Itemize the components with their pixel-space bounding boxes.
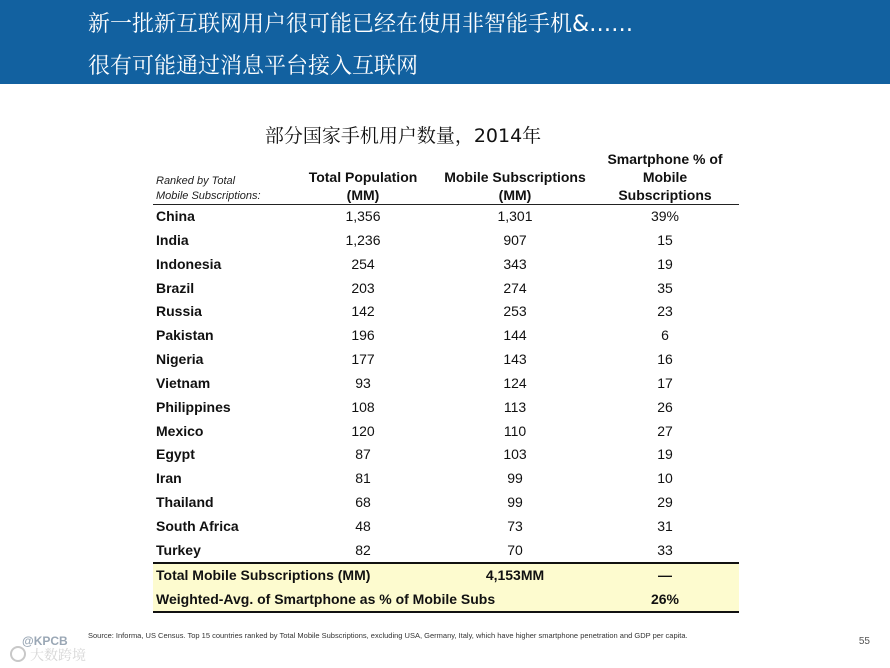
- table-row: [153, 420, 739, 444]
- smartphone-pct-cell: 19: [657, 255, 673, 272]
- totals-smartphone-pct: 26%: [650, 591, 680, 607]
- country-cell: Brazil: [156, 279, 195, 296]
- table-row: [153, 205, 739, 229]
- table-row: [153, 324, 739, 348]
- table-row: [153, 539, 739, 563]
- population-cell: 81: [355, 470, 371, 487]
- column-header-text: Mobile: [642, 169, 688, 185]
- subscriptions-cell: 110: [503, 422, 527, 439]
- population-cell: 177: [351, 351, 375, 368]
- slide-header: [0, 0, 890, 84]
- subscriptions-cell: 144: [503, 327, 527, 344]
- table-row: [153, 443, 739, 467]
- slide-title-line-2: 很有可能通过消息平台接入互联网: [88, 54, 419, 79]
- subscriptions-cell: 124: [503, 374, 527, 391]
- table-body: [153, 205, 739, 563]
- table-row: [153, 348, 739, 372]
- population-cell: 196: [351, 327, 375, 344]
- smartphone-pct-cell: 19: [657, 446, 673, 463]
- subscriptions-cell: 253: [503, 303, 527, 320]
- smartphone-pct-cell: 23: [657, 303, 673, 320]
- subscriptions-cell: 103: [503, 446, 527, 463]
- watermark-text-top: @KPCB: [22, 634, 68, 648]
- population-cell: 87: [355, 446, 371, 463]
- country-cell: Russia: [156, 303, 202, 320]
- table-row: [153, 253, 739, 277]
- watermark-logo: [8, 632, 128, 664]
- column-header-text: (MM): [498, 187, 532, 203]
- country-cell: Iran: [156, 470, 182, 487]
- table-row: [153, 491, 739, 515]
- country-cell: Turkey: [156, 541, 201, 558]
- table-row: [153, 396, 739, 420]
- population-cell: 1,236: [345, 231, 381, 248]
- column-header-text: (MM): [346, 187, 380, 203]
- totals-label: Weighted-Avg. of Smartphone as % of Mobile Subs: [156, 591, 496, 607]
- subscriptions-cell: 274: [503, 279, 527, 296]
- column-header-text: Subscriptions: [618, 187, 712, 203]
- totals-subscriptions: 4,153MM: [485, 567, 545, 583]
- smartphone-pct-cell: 39%: [650, 208, 680, 224]
- column-header-text: Total Population: [308, 169, 418, 185]
- column-header-subscriptions: [437, 168, 593, 204]
- subscriptions-cell: 99: [507, 494, 523, 511]
- country-cell: Pakistan: [156, 327, 214, 344]
- totals-smartphone-pct: —: [658, 567, 672, 583]
- column-header-smartphone-pct: [595, 150, 735, 204]
- totals-label: Total Mobile Subscriptions (MM): [156, 567, 371, 583]
- smartphone-pct-cell: 26: [657, 398, 673, 415]
- population-cell: 203: [351, 279, 375, 296]
- country-cell: China: [156, 208, 195, 224]
- table-row: [153, 300, 739, 324]
- smartphone-pct-cell: 6: [661, 327, 669, 344]
- smartphone-pct-cell: 15: [657, 231, 673, 248]
- population-cell: 93: [355, 374, 371, 391]
- table-row: [153, 229, 739, 253]
- subscriptions-cell: 343: [503, 255, 527, 272]
- population-cell: 108: [351, 398, 375, 415]
- smartphone-pct-cell: 35: [657, 279, 673, 296]
- country-cell: Mexico: [156, 422, 204, 439]
- column-header-text: Mobile Subscriptions: [444, 169, 586, 185]
- country-cell: Egypt: [156, 446, 195, 463]
- slide-title-line-1: 新一批新互联网用户很可能已经在使用非智能手机&……: [88, 12, 634, 37]
- smartphone-pct-cell: 16: [657, 351, 673, 368]
- table-title: 部分国家手机用户数量，2014年: [264, 125, 542, 147]
- table-row: [153, 515, 739, 539]
- subscriptions-cell: 907: [503, 231, 527, 248]
- source-note: Source: Informa, US Census. Top 15 countries ranked by Total Mobile Subscriptions, excluding USA, Germany, Italy, which have higher smartphone penetration and GDP per capita.: [88, 631, 688, 640]
- country-cell: South Africa: [156, 517, 239, 534]
- table-header: [153, 150, 739, 205]
- rank-label-line-2: Mobile Subscriptions:: [156, 190, 261, 202]
- subscriptions-cell: 73: [507, 517, 523, 534]
- smartphone-pct-cell: 29: [657, 494, 673, 511]
- totals-row: [153, 564, 739, 587]
- population-cell: 82: [355, 541, 371, 558]
- table-row: [153, 372, 739, 396]
- watermark-icon: [11, 647, 25, 661]
- table-totals: [153, 562, 739, 613]
- country-cell: Thailand: [156, 494, 214, 511]
- country-cell: Indonesia: [156, 255, 222, 272]
- table-row: [153, 467, 739, 491]
- population-cell: 142: [351, 303, 375, 320]
- rank-label-line-1: Ranked by Total: [156, 175, 236, 187]
- smartphone-pct-cell: 17: [657, 374, 673, 391]
- smartphone-pct-cell: 10: [657, 470, 673, 487]
- country-cell: India: [156, 231, 189, 248]
- population-cell: 68: [355, 494, 371, 511]
- subscriptions-cell: 1,301: [497, 208, 533, 224]
- country-cell: Nigeria: [156, 351, 204, 368]
- subscriptions-cell: 99: [507, 470, 523, 487]
- table-row: [153, 277, 739, 301]
- country-cell: Philippines: [156, 398, 231, 415]
- population-cell: 1,356: [345, 208, 381, 224]
- subscriptions-cell: 113: [503, 398, 527, 415]
- country-cell: Vietnam: [156, 374, 211, 391]
- smartphone-pct-cell: 27: [657, 422, 673, 439]
- subscriptions-cell: 143: [503, 351, 527, 368]
- population-cell: 254: [351, 255, 375, 272]
- page-number: 55: [858, 636, 870, 647]
- watermark-text-bottom: 大数跨境: [30, 648, 86, 664]
- smartphone-pct-cell: 31: [657, 517, 673, 534]
- subscriptions-cell: 70: [507, 541, 523, 558]
- population-cell: 120: [351, 422, 375, 439]
- column-header-population: [298, 168, 428, 204]
- population-cell: 48: [355, 517, 371, 534]
- smartphone-pct-cell: 33: [657, 541, 673, 558]
- rank-label: [156, 174, 306, 204]
- totals-row: [153, 588, 739, 611]
- column-header-text: Smartphone % of: [607, 151, 723, 167]
